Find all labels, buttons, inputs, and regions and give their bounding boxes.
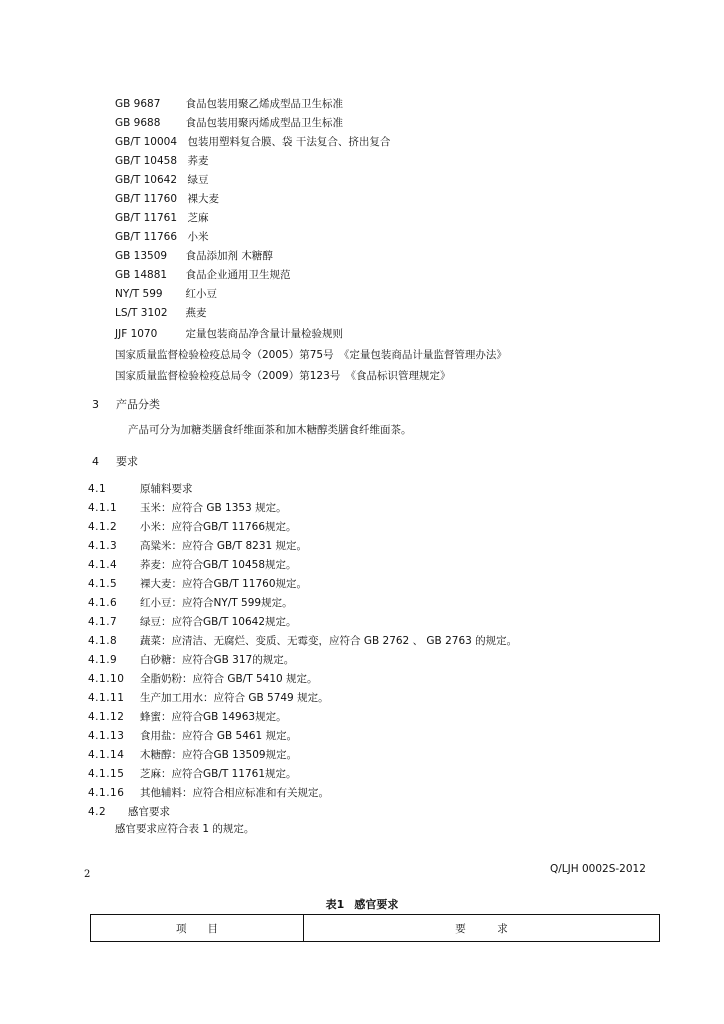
reference-code: NY/T 599 <box>115 288 163 300</box>
requirement-item <box>88 785 329 800</box>
requirement-number: 4.1.14 <box>88 749 125 761</box>
reference-item <box>115 115 343 130</box>
section-number: 4 <box>92 455 99 468</box>
requirement-item <box>88 709 287 724</box>
doc-code: Q/LJH 0002S-2012 <box>550 863 646 875</box>
reference-item <box>115 326 343 341</box>
reference-code: GB 13509 <box>115 250 168 262</box>
requirement-text: 绿豆：应符合GB/T 10642规定。 <box>140 616 297 628</box>
reference-item <box>115 134 390 149</box>
requirement-number: 4.1.16 <box>88 787 125 799</box>
reference-title: 包装用塑料复合膜、袋 干法复合、挤出复合 <box>187 136 391 148</box>
requirement-item <box>88 766 297 781</box>
requirement-item <box>88 633 517 648</box>
requirement-number: 4.2 <box>88 806 107 818</box>
requirement-text: 感官要求 <box>128 806 170 818</box>
reference-title: 芝麻 <box>187 212 209 224</box>
reference-code: GB 9687 <box>115 98 161 110</box>
reference-title: 绿豆 <box>187 174 209 186</box>
reference-title: 定量包装商品净含量计量检验规则 <box>185 328 343 340</box>
reference-item <box>115 96 343 111</box>
reference-title: 荞麦 <box>187 155 209 167</box>
section-title: 产品分类 <box>116 398 160 411</box>
requirement-number: 4.1.4 <box>88 559 118 571</box>
requirement-text: 蜂蜜：应符合GB 14963规定。 <box>140 711 287 723</box>
reference-code: GB/T 10642 <box>115 174 178 186</box>
table-header-requirement: 要 求 <box>304 915 660 942</box>
reference-title: 食品包装用聚乙烯成型品卫生标准 <box>185 98 343 110</box>
requirement-item <box>88 576 307 591</box>
reference-item <box>115 191 219 206</box>
reference-title: 红小豆 <box>185 288 217 300</box>
reference-code: GB/T 11760 <box>115 193 178 205</box>
reference-item <box>115 248 273 263</box>
requirement-number: 4.1.1 <box>88 502 118 514</box>
reference-code: GB/T 10004 <box>115 136 178 148</box>
requirement-item <box>88 519 297 534</box>
reference-item <box>115 172 209 187</box>
section-body: 感官要求应符合表 1 的规定。 <box>115 823 255 835</box>
requirement-text: 芝麻：应符合GB/T 11761规定。 <box>140 768 297 780</box>
reference-title: 《定量包装商品计量监督管理办法》 <box>344 349 507 361</box>
requirement-number: 4.1.3 <box>88 540 118 552</box>
requirement-text: 食用盐：应符合 GB 5461 规定。 <box>140 730 298 742</box>
requirement-number: 4.1.13 <box>88 730 125 742</box>
table-header-row <box>91 915 660 942</box>
reference-code: LS/T 3102 <box>115 307 168 319</box>
requirement-item <box>88 481 193 496</box>
reference-title: 燕麦 <box>185 307 207 319</box>
reference-item <box>115 210 209 225</box>
reference-code: GB/T 11766 <box>115 231 178 243</box>
requirement-text: 白砂糖：应符合GB 317的规定。 <box>140 654 295 666</box>
requirement-number: 4.1.11 <box>88 692 125 704</box>
requirement-text: 小米：应符合GB/T 11766规定。 <box>140 521 297 533</box>
reference-title: 食品企业通用卫生规范 <box>185 269 291 281</box>
reference-item <box>115 368 451 383</box>
section-heading <box>92 396 160 412</box>
reference-title: 食品添加剂 木糖醇 <box>185 250 273 262</box>
requirement-number: 4.1.9 <box>88 654 118 666</box>
reference-title: 裸大麦 <box>187 193 220 205</box>
requirement-item <box>88 652 294 667</box>
table-title <box>0 896 724 912</box>
table-header-item: 项 目 <box>91 915 304 942</box>
requirement-text: 蔬菜：应清洁、无腐烂、变质、无霉变，应符合 GB 2762 、 GB 2763 的规定。 <box>140 635 518 647</box>
requirement-item <box>88 728 297 743</box>
requirement-text: 木糖醇：应符合GB 13509规定。 <box>140 749 298 761</box>
requirement-text: 荞麦：应符合GB/T 10458规定。 <box>140 559 297 571</box>
requirement-text: 原辅料要求 <box>140 483 193 495</box>
section-heading <box>92 453 138 469</box>
requirement-number: 4.1.15 <box>88 768 125 780</box>
reference-code: 国家质量监督检验检疫总局令（2005）第75号 <box>115 349 334 361</box>
page-number: 2 <box>84 869 91 880</box>
reference-code: GB/T 10458 <box>115 155 178 167</box>
section-title: 要求 <box>116 455 138 468</box>
reference-item <box>115 153 209 168</box>
requirement-item <box>88 671 318 686</box>
reference-code: JJF 1070 <box>115 328 158 340</box>
requirement-item <box>88 557 297 572</box>
requirement-number: 4.1.5 <box>88 578 118 590</box>
reference-code: 国家质量监督检验检疫总局令（2009）第123号 <box>115 370 341 382</box>
requirement-number: 4.1.6 <box>88 597 118 609</box>
requirement-number: 4.1.2 <box>88 521 118 533</box>
requirement-text: 其他辅料：应符合相应标准和有关规定。 <box>140 787 329 799</box>
table-label: 表1 <box>325 898 345 911</box>
reference-item <box>115 305 207 320</box>
reference-title: 食品包装用聚丙烯成型品卫生标准 <box>185 117 343 129</box>
reference-item <box>115 347 507 362</box>
requirement-item <box>88 747 297 762</box>
requirement-item <box>88 595 293 610</box>
reference-title: 小米 <box>187 231 209 243</box>
requirement-item <box>88 500 287 515</box>
requirement-text: 玉米：应符合 GB 1353 规定。 <box>140 502 287 514</box>
requirement-number: 4.1.10 <box>88 673 125 685</box>
requirement-text: 红小豆：应符合NY/T 599规定。 <box>140 597 293 609</box>
reference-code: GB 14881 <box>115 269 168 281</box>
reference-code: GB 9688 <box>115 117 161 129</box>
requirement-text: 全脂奶粉：应符合 GB/T 5410 规定。 <box>140 673 318 685</box>
requirement-number: 4.1.7 <box>88 616 118 628</box>
requirement-item <box>88 690 329 705</box>
requirement-item <box>88 614 297 629</box>
section-number: 3 <box>92 398 99 411</box>
section-body: 产品可分为加糖类膳食纤维面茶和加木糖醇类膳食纤维面茶。 <box>128 424 412 436</box>
requirement-number: 4.1.8 <box>88 635 118 647</box>
requirement-text: 生产加工用水：应符合 GB 5749 规定。 <box>140 692 329 704</box>
requirement-number: 4.1.12 <box>88 711 125 723</box>
reference-item <box>115 267 291 282</box>
reference-code: GB/T 11761 <box>115 212 178 224</box>
reference-item <box>115 286 217 301</box>
requirement-item <box>88 804 170 819</box>
reference-title: 《食品标识管理规定》 <box>350 370 451 382</box>
requirement-item <box>88 538 307 553</box>
reference-item <box>115 229 209 244</box>
requirement-text: 裸大麦：应符合GB/T 11760规定。 <box>140 578 308 590</box>
sensory-table <box>90 914 660 942</box>
requirement-text: 高粱米：应符合 GB/T 8231 规定。 <box>140 540 308 552</box>
requirement-number: 4.1 <box>88 483 107 495</box>
table-caption: 感官要求 <box>354 898 399 911</box>
